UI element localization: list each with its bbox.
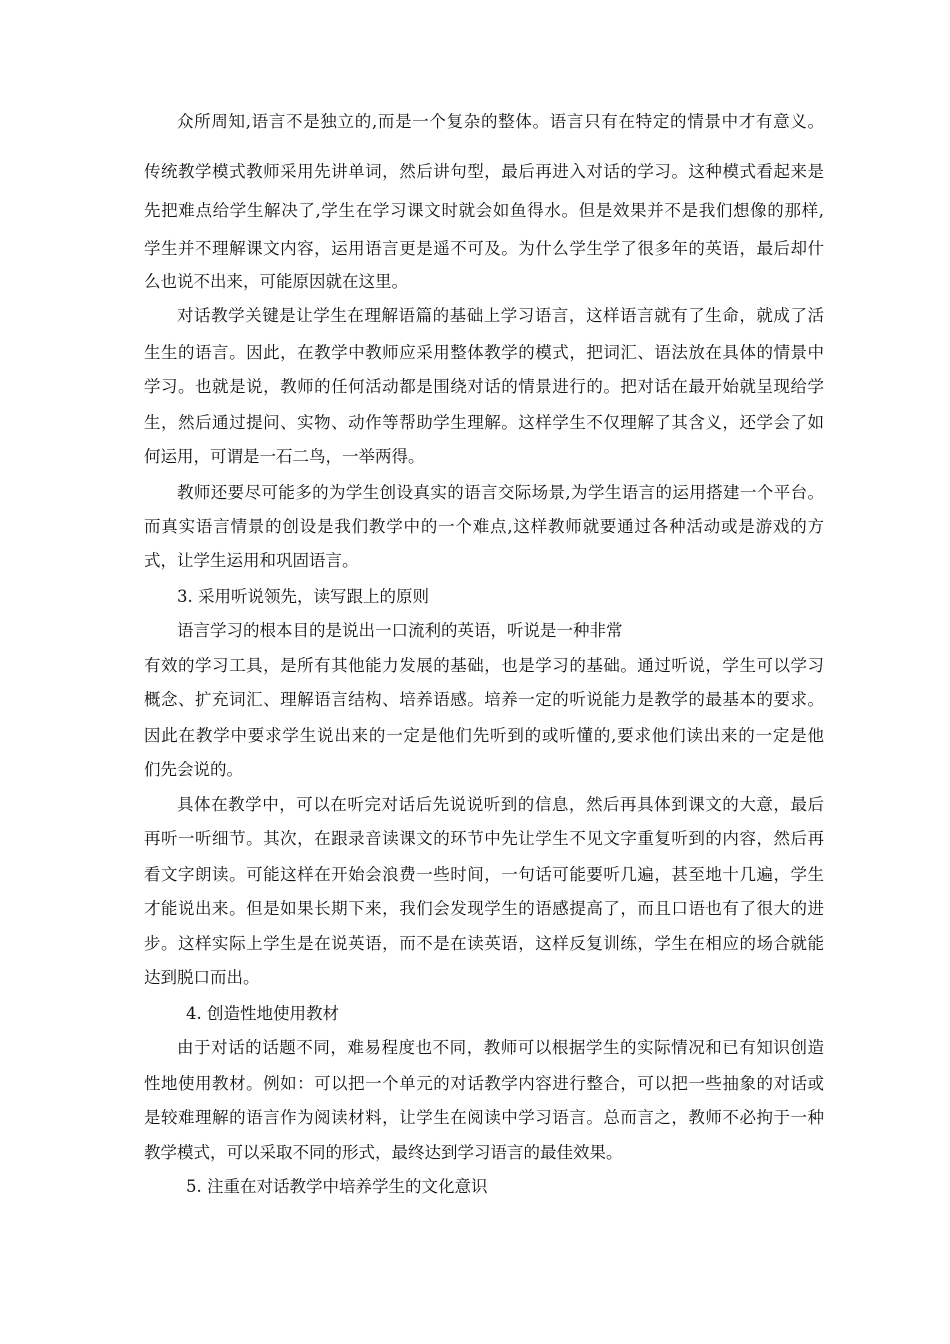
- text-line: 性地使用教材。例如：可以把一个单元的对话教学内容进行整合，可以把一些抽象的对话或: [144, 1074, 824, 1093]
- text-line: 众所周知,语言不是独立的,而是一个复杂的整体。语言只有在特定的情景中才有意义。: [177, 112, 824, 131]
- text-line: 而真实语言情景的创设是我们教学中的一个难点,这样教师就要通过各种活动或是游戏的方: [144, 517, 824, 536]
- text-line: 再听一听细节。其次，在跟录音读课文的环节中先让学生不见文字重复听到的内容，然后再: [144, 829, 824, 848]
- text-line: 才能说出来。但是如果长期下来，我们会发现学生的语感提高了，而且口语也有了很大的进: [144, 899, 824, 918]
- text-line: 生生的语言。因此，在教学中教师应采用整体教学的模式，把词汇、语法放在具体的情景中: [144, 343, 824, 362]
- text-line: 是较难理解的语言作为阅读材料，让学生在阅读中学习语言。总而言之，教师不必拘于一种: [144, 1108, 824, 1127]
- text-line: 教师还要尽可能多的为学生创设真实的语言交际场景,为学生语言的运用搭建一个平台。: [177, 483, 824, 502]
- text-line: 生，然后通过提问、实物、动作等帮助学生理解。这样学生不仅理解了其含义，还学会了如: [144, 413, 824, 432]
- text-line: 对话教学关键是让学生在理解语篇的基础上学习语言，这样语言就有了生命，就成了活: [177, 306, 824, 325]
- section-heading: 4. 创造性地使用教材: [186, 1004, 339, 1023]
- text-line: 先把难点给学生解决了,学生在学习课文时就会如鱼得水。但是效果并不是我们想像的那样,: [144, 201, 824, 220]
- text-line: 概念、扩充词汇、理解语言结构、培养语感。培养一定的听说能力是教学的最基本的要求。: [144, 690, 824, 709]
- text-line: 何运用，可谓是一石二鸟，一举两得。: [144, 447, 425, 466]
- text-line: 式，让学生运用和巩固语言。: [144, 551, 359, 570]
- text-line: 达到脱口而出。: [144, 968, 260, 987]
- text-line: 传统教学模式教师采用先讲单词，然后讲句型，最后再进入对话的学习。这种模式看起来是: [144, 162, 824, 181]
- text-line: 有效的学习工具，是所有其他能力发展的基础，也是学习的基础。通过听说，学生可以学习: [144, 656, 824, 675]
- text-line: 由于对话的话题不同，难易程度也不同，教师可以根据学生的实际情况和已有知识创造: [177, 1038, 824, 1057]
- text-line: 们先会说的。: [144, 760, 243, 779]
- text-line: 么也说不出来，可能原因就在这里。: [144, 272, 408, 291]
- text-line: 学习。也就是说，教师的任何活动都是围绕对话的情景进行的。把对话在最开始就呈现给学: [144, 377, 824, 396]
- text-line: 看文字朗读。可能这样在开始会浪费一些时间，一句话可能要听几遍，甚至地十几遍，学生: [144, 865, 824, 884]
- text-line: 语言学习的根本目的是说出一口流利的英语，听说是一种非常: [177, 621, 623, 640]
- text-line: 教学模式，可以采取不同的形式，最终达到学习语言的最佳效果。: [144, 1143, 623, 1162]
- text-line: 因此在教学中要求学生说出来的一定是他们先听到的或听懂的,要求他们读出来的一定是他: [144, 726, 824, 745]
- section-heading: 3. 采用听说领先，读写跟上的原则: [177, 587, 429, 606]
- text-line: 步。这样实际上学生是在说英语，而不是在读英语，这样反复训练，学生在相应的场合就能: [144, 934, 824, 953]
- text-line: 学生并不理解课文内容，运用语言更是遥不可及。为什么学生学了很多年的英语，最后却什: [144, 239, 824, 258]
- text-line: 具体在教学中，可以在听完对话后先说说听到的信息，然后再具体到课文的大意，最后: [177, 795, 824, 814]
- section-heading: 5. 注重在对话教学中培养学生的文化意识: [186, 1177, 488, 1196]
